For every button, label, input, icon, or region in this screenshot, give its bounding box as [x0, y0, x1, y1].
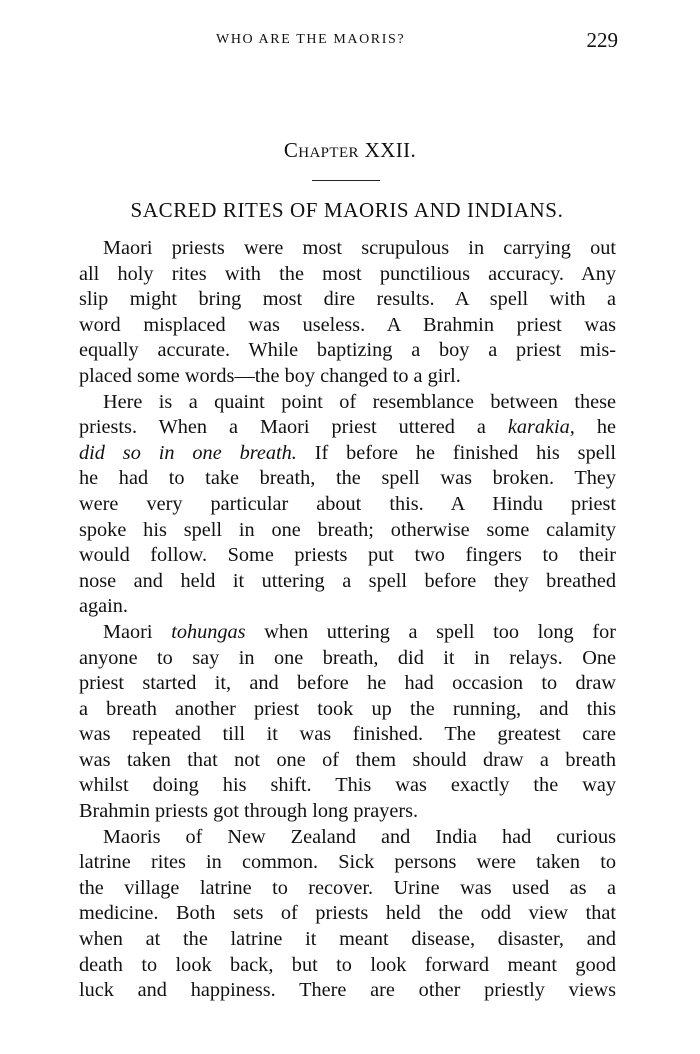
- text-run: If before he finished his spell: [296, 441, 616, 464]
- text-run: priests. When a Maori priest uttered a: [79, 416, 508, 439]
- text-line: [79, 978, 616, 1004]
- text-line: [79, 620, 616, 646]
- text-run: Brahmin priests got through long prayers.: [79, 800, 419, 823]
- text-line: [79, 492, 616, 518]
- chapter-label: Chapter XXII.: [283, 138, 417, 162]
- text-run: luck and happiness. There are other priestly views: [79, 979, 616, 1002]
- text-run: Maori priests were most scrupulous in carrying out: [103, 237, 616, 259]
- text-line: [79, 722, 616, 748]
- chapter-heading: SACRED RITES OF MAORIS AND INDIANS.: [130, 198, 564, 222]
- text-run: priest started it, and before he had occasion to draw: [79, 672, 616, 695]
- text-run: slip might bring most dire results. A spell with a: [79, 288, 616, 311]
- text-line: [79, 901, 616, 927]
- text-run: placed some words—the boy changed to a girl.: [79, 364, 461, 387]
- text-run: death to look back, but to look forward meant good: [79, 953, 616, 976]
- text-line: [79, 441, 616, 467]
- text-run: nose and held it uttering a spell before they breathed: [79, 569, 616, 592]
- text-line: [79, 364, 616, 390]
- text-run: again.: [79, 595, 128, 618]
- text-line: [79, 825, 616, 851]
- text-line: [79, 262, 616, 288]
- text-run: spoke his spell in one breath; otherwise some calamity: [79, 518, 616, 541]
- text-line: [79, 543, 616, 569]
- text-line: [79, 415, 616, 441]
- text-run: a breath another priest took up the running, and this: [79, 697, 616, 720]
- text-run: whilst doing his shift. This was exactly the way: [79, 774, 616, 797]
- italic-text: karakia,: [507, 416, 575, 439]
- text-line: [79, 671, 616, 697]
- text-line: [79, 953, 616, 979]
- text-line: [79, 390, 616, 416]
- text-run: he had to take breath, the spell was broken. They: [79, 467, 616, 490]
- text-run: would follow. Some priests put two fingers to their: [79, 544, 616, 567]
- text-run: anyone to say in one breath, did it in relays. One: [79, 646, 616, 669]
- text-line: [79, 518, 616, 544]
- text-run: all holy rites with the most punctilious accuracy. Any: [79, 262, 616, 285]
- text-run: when at the latrine it meant disease, disaster, and: [79, 928, 616, 951]
- text-line: [79, 313, 616, 339]
- running-title: WHO ARE THE MAORIS?: [216, 32, 406, 47]
- page-number: 229: [586, 28, 618, 52]
- text-line: [79, 850, 616, 876]
- text-line: [79, 466, 616, 492]
- text-run: Maori: [103, 620, 172, 643]
- text-run: Here is a quaint point of resemblance between these: [103, 390, 616, 413]
- text-run: equally accurate. While baptizing a boy a priest mis-: [79, 339, 616, 362]
- text-line: [79, 236, 616, 262]
- text-run: medicine. Both sets of priests held the odd view that: [79, 902, 616, 925]
- text-line: [79, 876, 616, 902]
- text-run: when uttering a spell too long for: [245, 620, 616, 643]
- text-run: the village latrine to recover. Urine was used as a: [79, 876, 616, 899]
- text-run: latrine rites in common. Sick persons were taken to: [79, 851, 616, 874]
- italic-text: did so in one breath.: [79, 441, 297, 464]
- text-run: he: [574, 416, 616, 439]
- italic-text: tohungas: [171, 620, 246, 643]
- text-line: [79, 594, 616, 620]
- text-line: [79, 646, 616, 672]
- text-line: [79, 287, 616, 313]
- text-line: [79, 773, 616, 799]
- text-line: [79, 569, 616, 595]
- text-run: word misplaced was useless. A Brahmin priest was: [79, 313, 616, 336]
- text-run: was repeated till it was finished. The greatest care: [79, 723, 616, 746]
- text-line: [79, 927, 616, 953]
- chapter-rule: [312, 180, 380, 181]
- body-text: [79, 236, 616, 1004]
- text-run: Maoris of New Zealand and India had curious: [103, 825, 616, 848]
- running-head: [0, 28, 700, 52]
- text-line: [79, 799, 616, 825]
- text-run: were very particular about this. A Hindu priest: [79, 492, 616, 515]
- text-line: [79, 338, 616, 364]
- text-line: [79, 697, 616, 723]
- text-line: [79, 748, 616, 774]
- text-run: was taken that not one of them should draw a breath: [79, 748, 616, 771]
